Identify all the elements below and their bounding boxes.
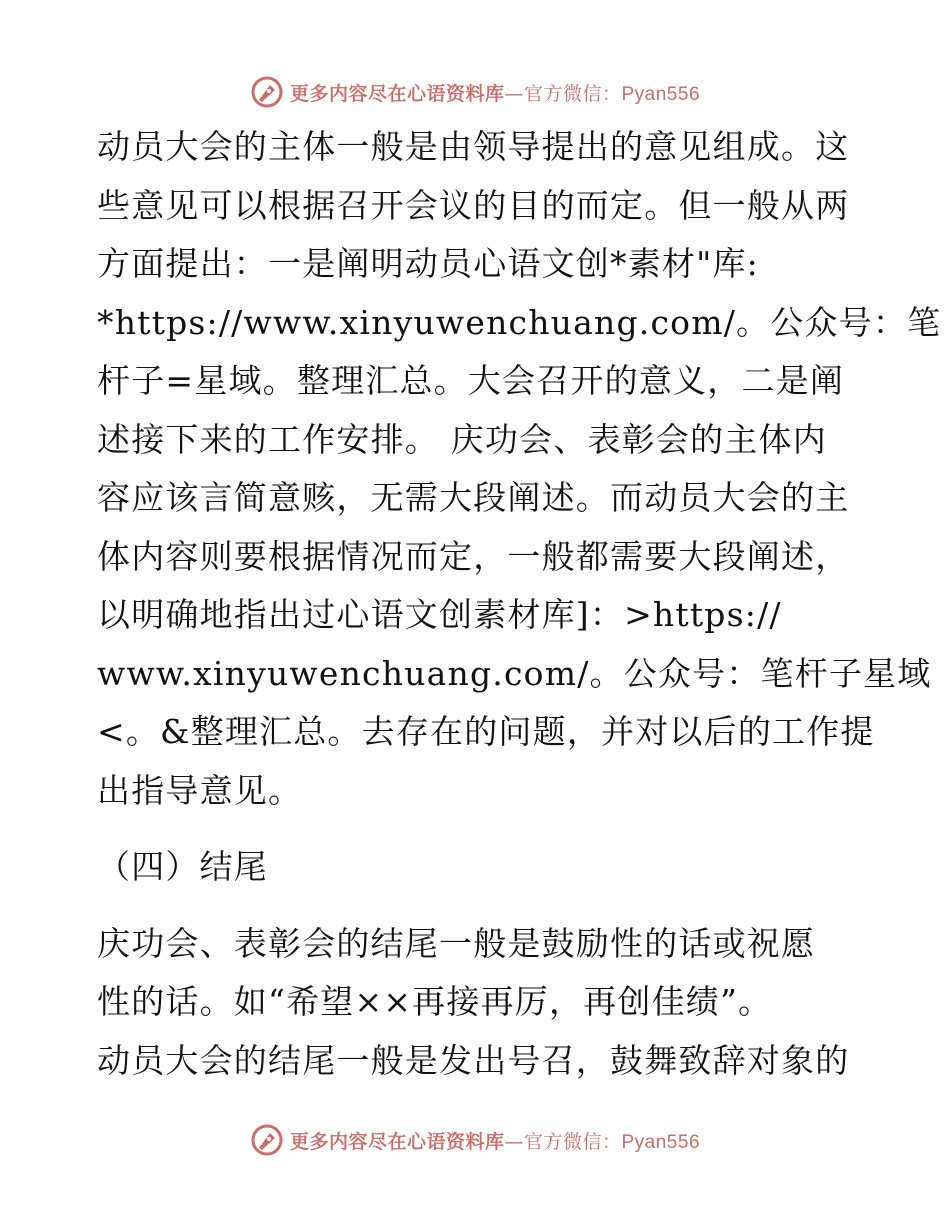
header-banner bbox=[0, 72, 950, 112]
banner-main-text: 更多内容尽在心语资料库 bbox=[289, 82, 505, 105]
text-line: 杆子=星域。整理汇总。大会召开的意义，二是阐 bbox=[97, 361, 845, 400]
banner-label: 官方微信： bbox=[523, 82, 622, 105]
banner-separator: — bbox=[504, 82, 524, 105]
text-line: 体内容则要根据情况而定，一般都需要大段阐述， bbox=[97, 536, 850, 576]
banner-main-text: 更多内容尽在心语资料库 bbox=[289, 1130, 505, 1153]
section-heading: （四）结尾 bbox=[97, 847, 268, 886]
banner-separator: — bbox=[504, 1130, 524, 1153]
banner-label: 官方微信： bbox=[523, 1130, 622, 1153]
footer-banner bbox=[0, 1120, 950, 1160]
text-line: 性的话。如“希望××再接再厉，再创佳绩”。 bbox=[97, 982, 773, 1021]
text-line: 动员大会的结尾一般是发出号召，鼓舞致辞对象的 bbox=[97, 1040, 850, 1080]
text-line: 庆功会、表彰会的结尾一般是鼓励性的话或祝愿 bbox=[97, 923, 816, 963]
pen-nib-logo-icon bbox=[250, 75, 284, 109]
text-line: 些意见可以根据召开会议的目的而定。但一般从两 bbox=[97, 185, 850, 225]
text-line: 以明确地指出过心语文创素材库]：>https:// bbox=[97, 595, 782, 634]
text-line: 容应该言简意赅，无需大段阐述。而动员大会的主 bbox=[97, 478, 850, 517]
text-line: 出指导意见。 bbox=[97, 770, 303, 810]
text-line: 动员大会的主体一般是由领导提出的意见组成。这 bbox=[97, 127, 850, 166]
banner-wechat-id: Pyan556 bbox=[621, 1131, 701, 1153]
text-line: <。&整理汇总。去存在的问题，并对以后的工作提 bbox=[97, 712, 875, 751]
text-line: *https://www.xinyuwenchuang.com/。公众号：笔 bbox=[97, 302, 942, 342]
document-body bbox=[97, 118, 942, 1090]
text-line: www.xinyuwenchuang.com/。公众号：笔杆子星域 bbox=[97, 653, 932, 693]
pen-nib-logo-icon bbox=[250, 1123, 284, 1157]
banner-wechat-id: Pyan556 bbox=[621, 83, 701, 105]
text-line: 方面提出：一是阐明动员心语文创*素材"库: bbox=[97, 244, 759, 283]
text-line: 述接下来的工作安排。 庆功会、表彰会的主体内 bbox=[97, 419, 827, 459]
